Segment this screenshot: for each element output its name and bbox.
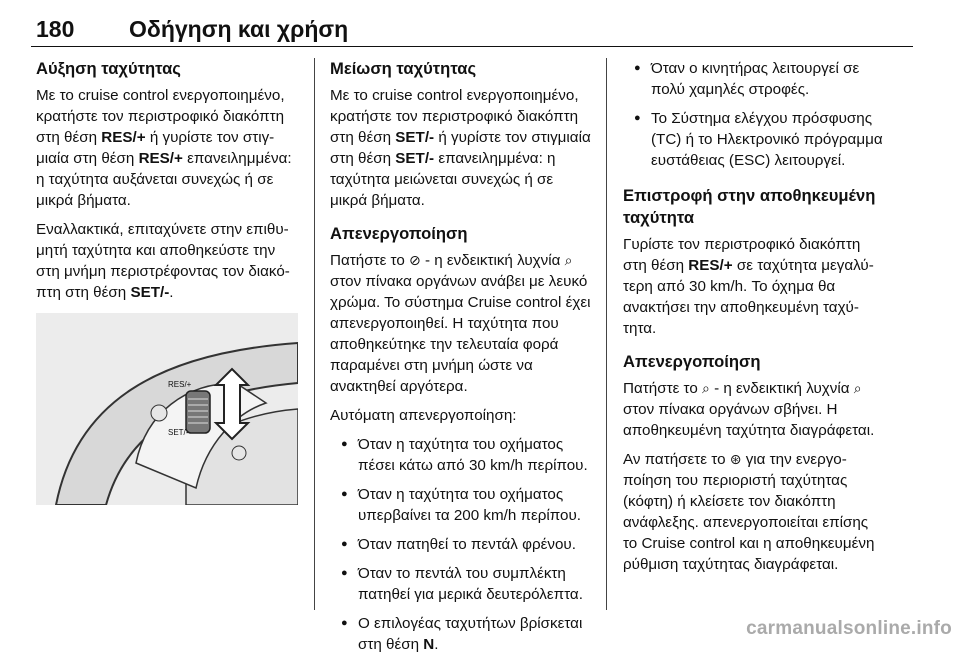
bullet-item: ● Όταν η ταχύτητα του οχήματος υπερβαίνει τα 200 km/h περίπου. bbox=[330, 484, 592, 526]
section-heading-decrease: Μείωση ταχύτητας bbox=[330, 59, 477, 78]
paragraph-deactivate-2: Πατήστε το ⌕ - η ενδεικτική λυχνία ⌕ στον πίνακα οργάνων σβήνει. Η αποθηκευμένη ταχύτητα διαγράφεται. bbox=[623, 380, 875, 439]
bold-term: SET/- bbox=[395, 150, 435, 167]
bullet-item: ● Ο επιλογέας ταχυτήτων βρίσκεται στη θέση N. bbox=[330, 613, 592, 655]
bold-term: SET/- bbox=[395, 129, 435, 146]
cruise-icon: ⌕ bbox=[702, 380, 710, 396]
steering-wheel-illustration bbox=[36, 313, 298, 505]
cruise-off-icon: ⊘ bbox=[409, 252, 421, 268]
bold-term: N bbox=[423, 636, 435, 653]
page-header bbox=[31, 12, 913, 47]
bold-term: RES/+ bbox=[138, 150, 183, 167]
bullet-item: ● Όταν η ταχύτητα του οχήματος πέσει κάτω από 30 km/h περίπου. bbox=[330, 434, 592, 476]
res-label: RES/+ bbox=[168, 380, 192, 389]
page-number: 180 bbox=[36, 16, 75, 42]
bullet-item: ● Όταν ο κινητήρας λειτουργεί σε πολύ χαμηλές στροφές. bbox=[623, 58, 885, 100]
bullet-item: ● Το Σύστημα ελέγχου πρόσφυσης (TC) ή το Ηλεκτρονικό πρόγραμμα ευστάθειας (ESC) λειτουργεί. bbox=[623, 108, 885, 171]
paragraph-increase: Με το cruise control ενεργοποιημένο, κρατήστε τον περιστροφικό διακόπτη στη θέση RES/+ ή γυρίστε τον στιγμιαία στη θέση RES/+ επανειλημμένα: η ταχύτητα αυξάνεται συνεχώς ή σε μικρά βήματα. bbox=[36, 87, 292, 209]
section-heading-deactivate-2: Απενεργοποίηση bbox=[623, 352, 761, 371]
watermark: carmanualsonline.info bbox=[746, 618, 952, 639]
paragraph-alternative: Εναλλακτικά, επιταχύνετε στην επιθυμητή ταχύτητα και αποθηκεύστε την στη μνήμη περιστρέφοντας τον διακόπτη στη θέση SET/-. bbox=[36, 221, 290, 301]
paragraph-limiter: Αν πατήσετε το ⊛ για την ενεργοποίηση του περιοριστή ταχύτητας (κόφτη) ή κλείσετε τον διακόπτη ανάφλεξης. απενεργοποιείται επίσης το Cruise control και η αποθηκευμένη ρύθμιση ταχύτητας διαγράφεται. bbox=[623, 451, 875, 573]
column-3 bbox=[623, 58, 885, 583]
column-divider-2 bbox=[606, 58, 607, 610]
section-heading-increase: Αύξηση ταχύτητας bbox=[36, 59, 181, 78]
column-divider-1 bbox=[314, 58, 315, 610]
paragraph-resume: Γυρίστε τον περιστροφικό διακόπτη στη θέση RES/+ σε ταχύτητα μεγαλύτερη από 30 km/h. Το όχημα θα ανακτήσει την αποθηκευμένη ταχύτητα. bbox=[623, 236, 874, 337]
bullet-list-continued bbox=[623, 58, 885, 171]
column-1 bbox=[36, 58, 298, 505]
bold-term: RES/+ bbox=[101, 129, 146, 146]
paragraph-decrease: Με το cruise control ενεργοποιημένο, κρατήστε τον περιστροφικό διακόπτη στη θέση SET/- ή γυρίστε τον στιγμιαία στη θέση SET/- επανειλημμένα: η ταχύτητα μειώνεται συνεχώς ή σε μικρά βήματα. bbox=[330, 87, 591, 209]
bullet-item: ● Όταν πατηθεί το πεντάλ φρένου. bbox=[330, 534, 592, 555]
limiter-icon: ⊛ bbox=[729, 451, 742, 467]
cruise-icon: ⌕ bbox=[853, 380, 862, 396]
section-heading-deactivate: Απενεργοποίηση bbox=[330, 224, 468, 243]
cruise-icon: ⌕ bbox=[564, 252, 573, 268]
set-label: SET/- bbox=[168, 428, 189, 437]
page-title: Οδήγηση και χρήση bbox=[129, 16, 349, 42]
paragraph-deactivate: Πατήστε το ⊘ - η ενδεικτική λυχνία ⌕ στον πίνακα οργάνων ανάβει με λευκό χρώμα. Το σύστημα Cruise control έχει απενεργοποιηθεί. Η ταχύτητα που αποθηκεύτηκε την τελευταία φορά παραμένει στη μνήμη ώστε να ανακτηθεί αργότερα. bbox=[330, 252, 591, 395]
paragraph-auto-deactivate: Αυτόματη απενεργοποίηση: bbox=[330, 407, 517, 424]
bullet-item: ● Όταν το πεντάλ του συμπλέκτη πατηθεί για μερικά δευτερόλεπτα. bbox=[330, 563, 592, 605]
column-2 bbox=[330, 58, 592, 663]
steering-wheel-figure bbox=[36, 313, 298, 505]
bold-term: RES/+ bbox=[688, 257, 733, 274]
bullet-list-auto bbox=[330, 434, 592, 655]
section-heading-resume: Επιστροφή στην αποθηκευμένη ταχύτητα bbox=[623, 186, 876, 227]
bold-term: SET/- bbox=[130, 284, 170, 301]
